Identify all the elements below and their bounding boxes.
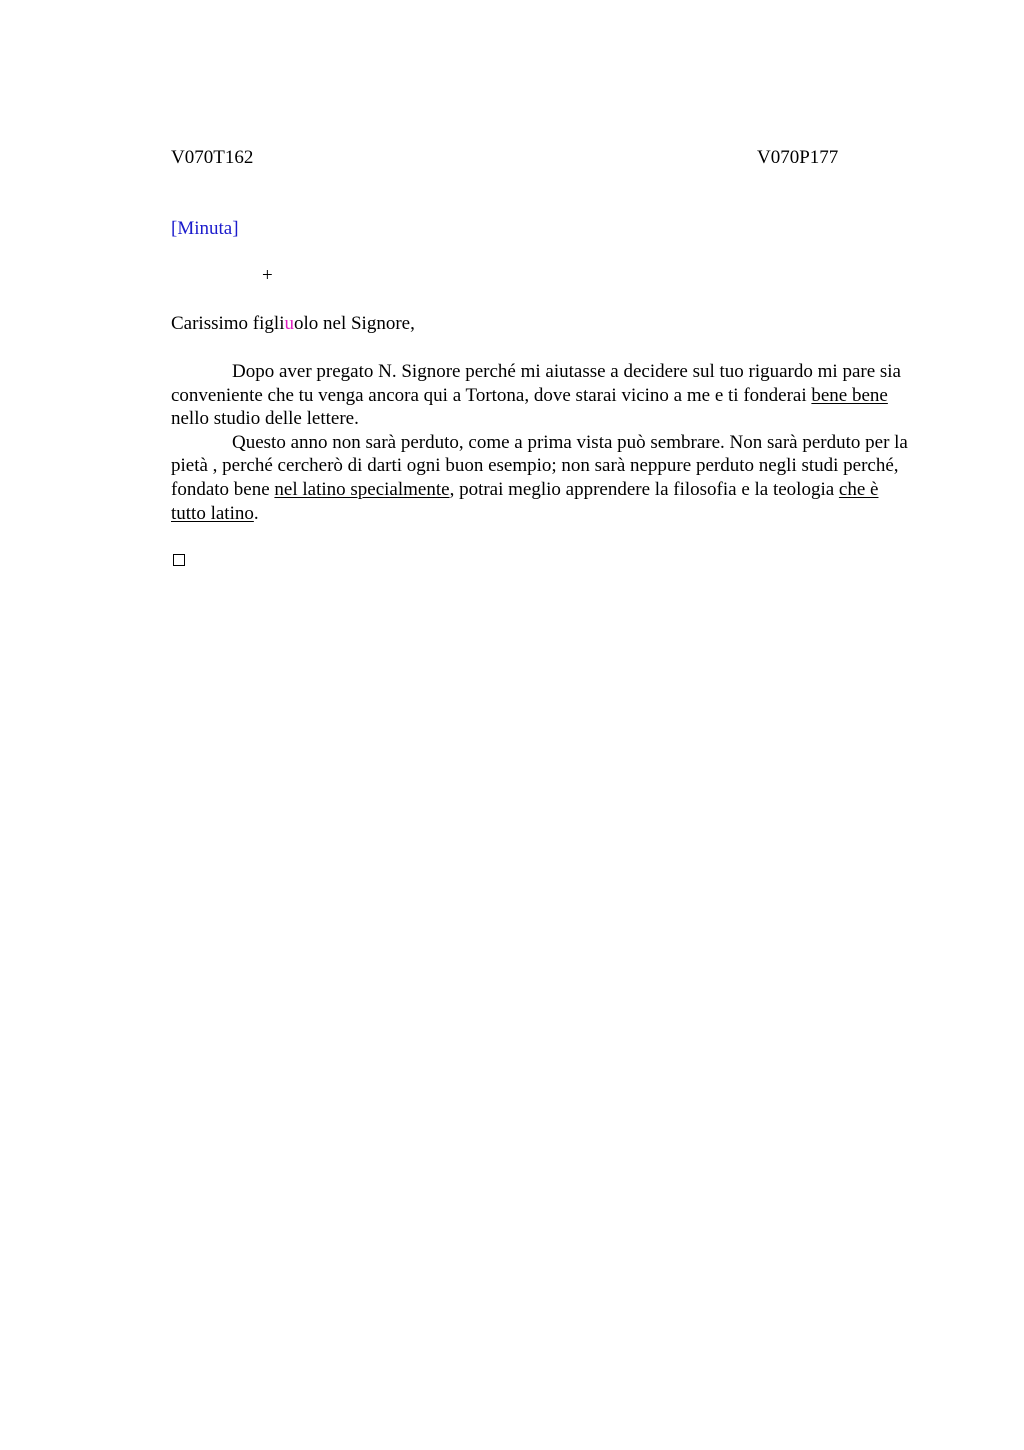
document-code-left: V070T162 <box>171 147 254 168</box>
paragraph-2-underlined-1: nel latino specialmente <box>274 478 450 500</box>
paragraph-2-text-a: Questo anno non sarà perduto, come a prima vista può sembrare. Non sarà perduto per la pietà , perché cercherò di darti ogni buon esempio; non sarà neppure perduto negli studi perché, fondato bene <box>171 431 908 500</box>
end-marker-square-icon <box>173 554 185 566</box>
paragraph-1-text-b: nello studio delle lettere. <box>171 408 359 430</box>
cross-mark: + <box>262 265 273 286</box>
greeting-text-end: olo nel Signore, <box>293 313 415 334</box>
letter-greeting <box>171 313 415 335</box>
letter-body <box>171 360 916 525</box>
document-code-right: V070P177 <box>757 147 839 168</box>
paragraph-1 <box>171 360 916 431</box>
greeting-text-start: Carissimo figli <box>171 313 285 334</box>
paragraph-1-text-a: Dopo aver pregato N. Signore perché mi aiutasse a decidere sul tuo riguardo mi pare sia conveniente che tu venga ancora qui a Tortona, dove starai vicino a me e ti fonderai <box>171 361 901 406</box>
paragraph-2-text-c: . <box>253 502 259 524</box>
paragraph-2 <box>171 431 916 525</box>
paragraph-2-underlined-2: che è tutto latino <box>171 478 879 524</box>
paragraph-2-text-b: , potrai meglio apprendere la filosofia e la teologia <box>449 478 839 500</box>
greeting-highlighted-letter: u <box>284 313 294 334</box>
minuta-label: [Minuta] <box>171 218 239 239</box>
paragraph-1-underlined: bene bene <box>811 384 888 406</box>
